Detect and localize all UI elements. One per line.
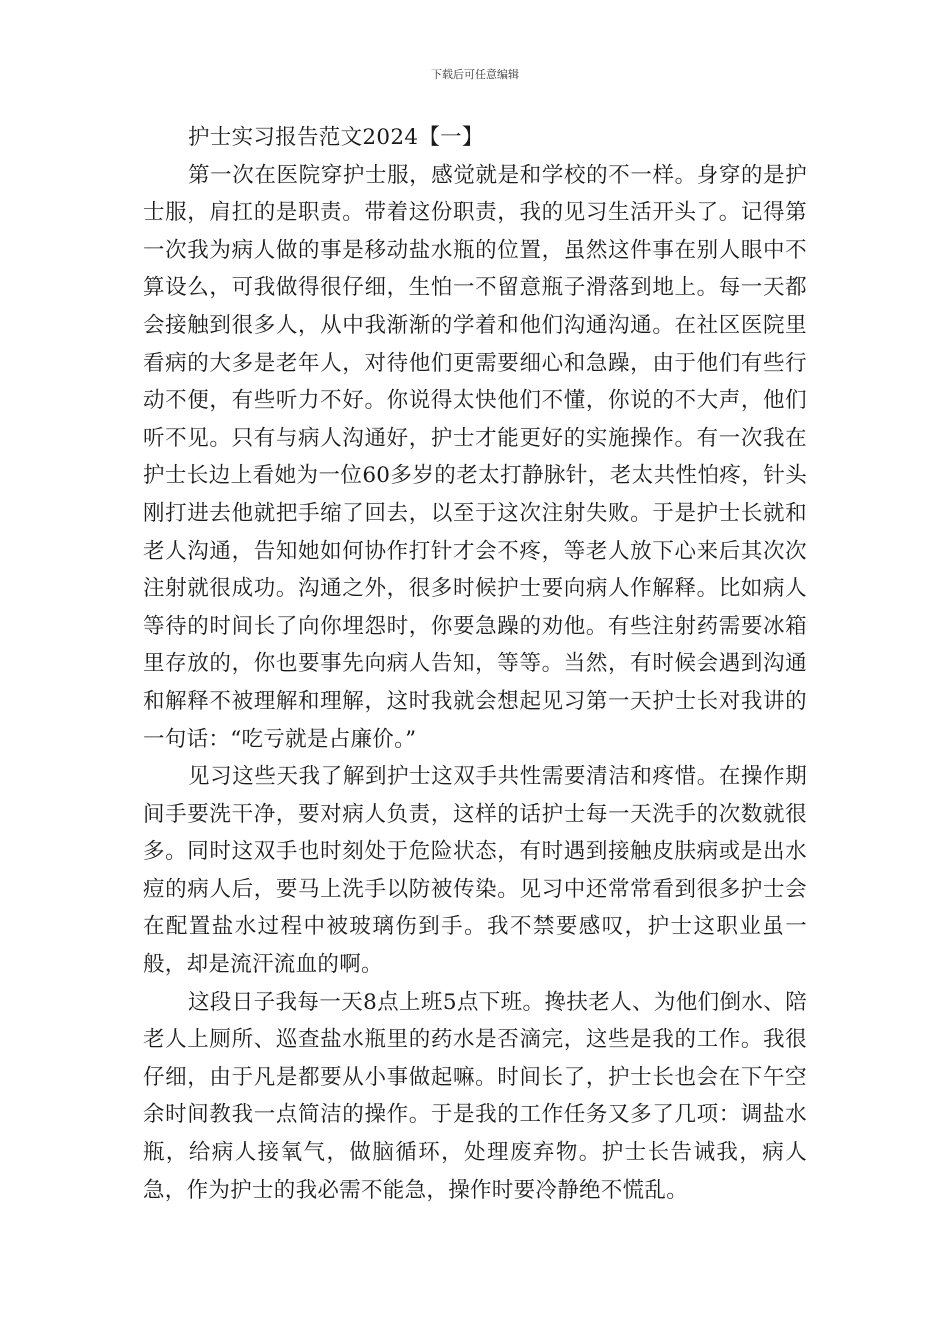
page-header: 下载后可任意编辑 bbox=[431, 68, 519, 81]
paragraph-2: 见习这些天我了解到护士这双手共性需要清洁和疼惜。在操作期间手要洗干净，要对病人负责，这样的话护士每一天洗手的次数就很多。同时这双手也时刻处于危险状态，有时遇到接触皮肤病或是出水痘的病人后，要马上洗手以防被传染。见习中还常常看到很多护士会在配置盐水过程中被玻璃伤到手。我不禁要感叹，护士这职业虽一般，却是流汗流血的啊。 bbox=[143, 764, 807, 978]
paragraph-3: 这段日子我每一天8点上班5点下班。搀扶老人、为他们倒水、陪老人上厕所、巡查盐水瓶里的药水是否滴完，这些是我的工作。我很仔细，由于凡是都要从小事做起嘛。时间长了，护士长也会在下午空余时间教我一点简洁的操作。于是我的工作任务又多了几项：调盐水瓶，给病人接氧气，做脑循环，处理废弃物。护士长告诫我，病人急，作为护士的我必需不能急，操作时要冷静绝不慌乱。 bbox=[143, 989, 807, 1203]
paragraph-1: 第一次在医院穿护士服，感觉就是和学校的不一样。身穿的是护士服，肩扛的是职责。带着这份职责，我的见习生活开头了。记得第一次我为病人做的事是移动盐水瓶的位置，虽然这件事在别人眼中不算设么，可我做得很仔细，生怕一不留意瓶子滑落到地上。每一天都会接触到很多人，从中我渐渐的学着和他们沟通沟通。在社区医院里看病的大多是老年人，对待他们更需要细心和急躁，由于他们有些行动不便，有些听力不好。你说得太快他们不懂，你说的不大声，他们听不见。只有与病人沟通好，护士才能更好的实施操作。有一次我在护士长边上看她为一位60多岁的老太打静脉针，老太共性怕疼，针头刚打进去他就把手缩了回去，以至于这次注射失败。于是护士长就和老人沟通，告知她如何协作打针才会不疼，等老人放下心来后其次次注射就很成功。沟通之外，很多时候护士要向病人作解释。比如病人等待的时间长了向你埋怨时，你要急躁的劝他。有些注射药需要冰箱里存放的，你也要事先向病人告知，等等。当然，有时候会遇到沟通和解释不被理解和理解，这时我就会想起见习第一天护士长对我讲的一句话：“吃亏就是占廉价。” bbox=[143, 162, 807, 752]
document-body bbox=[143, 119, 807, 1209]
document-title: 护士实习报告范文2024【一】 bbox=[188, 125, 484, 150]
